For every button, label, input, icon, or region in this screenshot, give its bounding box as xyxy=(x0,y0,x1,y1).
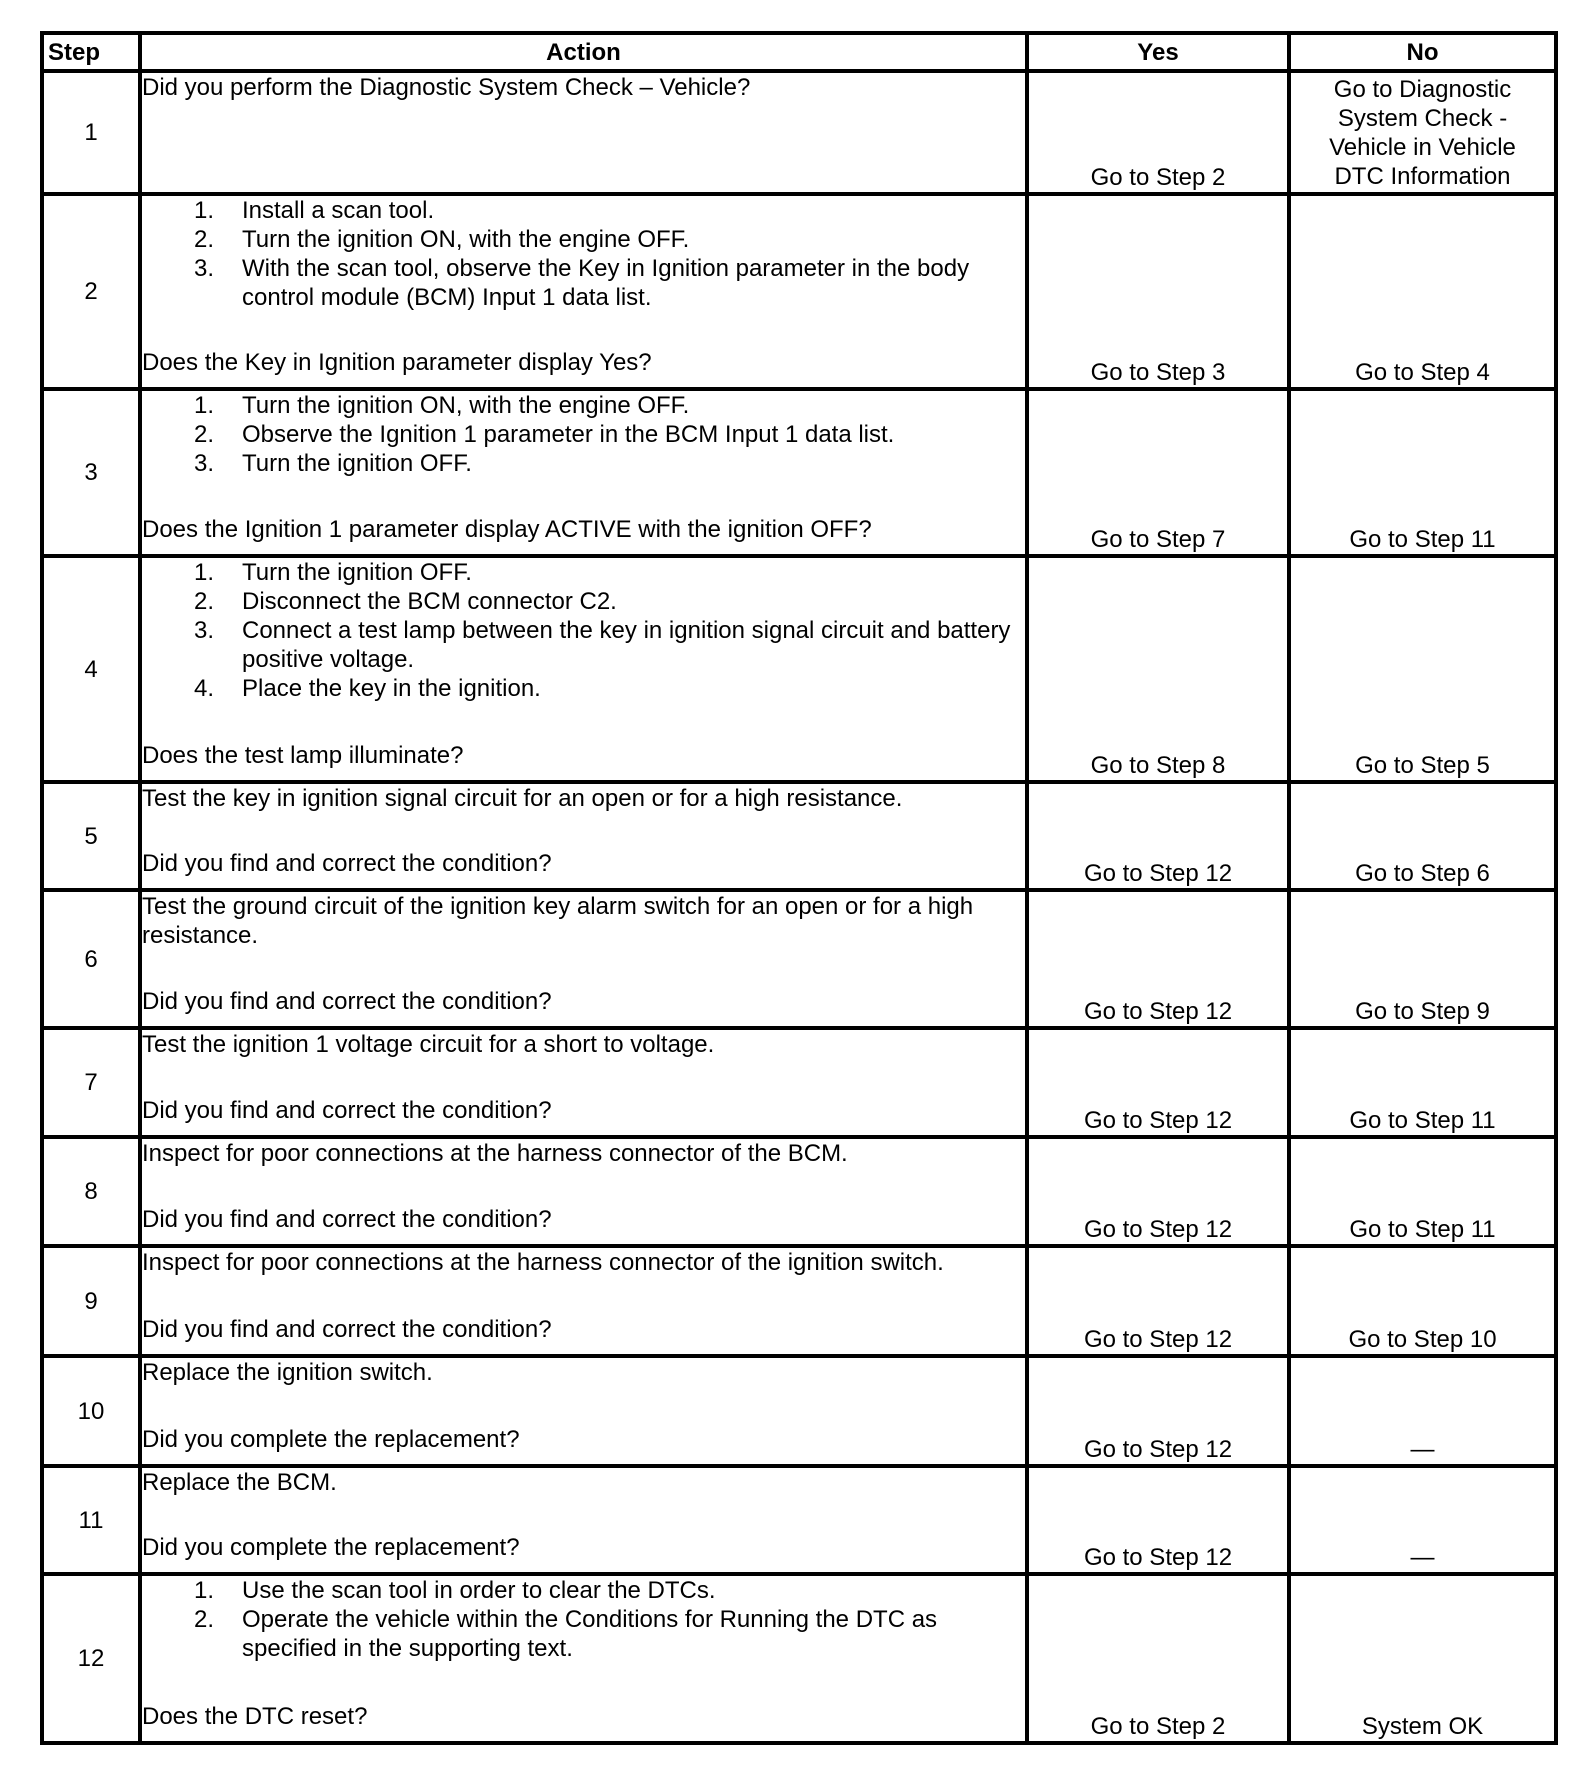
substep-text: Observe the Ignition 1 parameter in the BCM Input 1 data list. xyxy=(242,421,895,448)
action-text: Test the key in ignition signal circuit for an open or for a high resistance. xyxy=(142,785,903,812)
action-cell xyxy=(140,389,1027,556)
table-row xyxy=(42,1028,1556,1137)
step-number: 1 xyxy=(42,71,140,194)
action-cell xyxy=(140,782,1027,890)
substep-number: 1. xyxy=(194,1577,215,1604)
action-instructions xyxy=(142,1576,1025,1663)
no-result: Go to Step 9 xyxy=(1289,890,1556,1028)
header-yes: Yes xyxy=(1027,33,1289,71)
action-instructions xyxy=(142,1358,1025,1387)
substep-text: With the scan tool, observe the Key in Ignition parameter in the body control module (BCM) Input 1 data list. xyxy=(242,255,970,311)
action-text: Test the ground circuit of the ignition key alarm switch for an open or for a high resistance. xyxy=(142,893,974,949)
table-body xyxy=(42,71,1556,1743)
yes-result: Go to Step 7 xyxy=(1027,389,1289,556)
no-result: Go to Step 10 xyxy=(1289,1246,1556,1356)
table-row xyxy=(42,782,1556,890)
substep-number: 3. xyxy=(194,617,215,644)
action-instructions xyxy=(142,73,1025,102)
action-question: Did you find and correct the condition? xyxy=(142,988,552,1015)
action-instructions xyxy=(142,391,1025,478)
action-text: Inspect for poor connections at the harness connector of the ignition switch. xyxy=(142,1249,944,1276)
yes-result: Go to Step 12 xyxy=(1027,1028,1289,1137)
no-result: Go to Step 11 xyxy=(1289,389,1556,556)
no-result: System OK xyxy=(1289,1574,1556,1743)
substep-number: 2. xyxy=(194,588,215,615)
substep-text: Turn the ignition OFF. xyxy=(242,450,472,477)
action-question: Did you find and correct the condition? xyxy=(142,1206,552,1233)
substep-item xyxy=(142,391,1025,420)
action-question: Does the Ignition 1 parameter display ACTIVE with the ignition OFF? xyxy=(142,516,872,543)
table-row xyxy=(42,890,1556,1028)
substep-item xyxy=(142,254,1025,312)
yes-result: Go to Step 12 xyxy=(1027,782,1289,890)
action-cell xyxy=(140,556,1027,782)
substep-number: 2. xyxy=(194,1606,215,1633)
yes-result: Go to Step 2 xyxy=(1027,1574,1289,1743)
substep-number: 1. xyxy=(194,392,215,419)
action-instructions xyxy=(142,1468,1025,1497)
action-text: Test the ignition 1 voltage circuit for a short to voltage. xyxy=(142,1031,715,1058)
substep-text: Turn the ignition ON, with the engine OFF. xyxy=(242,392,690,419)
action-text: Did you perform the Diagnostic System Check – Vehicle? xyxy=(142,74,751,101)
substep-item xyxy=(142,616,1025,674)
table-row xyxy=(42,556,1556,782)
step-number: 9 xyxy=(42,1246,140,1356)
step-number: 8 xyxy=(42,1137,140,1246)
substep-item xyxy=(142,587,1025,616)
substep-list xyxy=(142,558,1025,703)
substep-item xyxy=(142,1576,1025,1605)
substep-text: Disconnect the BCM connector C2. xyxy=(242,588,617,615)
step-number: 3 xyxy=(42,389,140,556)
no-result: — xyxy=(1289,1466,1556,1574)
action-cell xyxy=(140,71,1027,194)
table-row xyxy=(42,1574,1556,1743)
action-text: Inspect for poor connections at the harness connector of the BCM. xyxy=(142,1140,848,1167)
yes-result: Go to Step 2 xyxy=(1027,71,1289,194)
action-cell xyxy=(140,1574,1027,1743)
step-number: 2 xyxy=(42,194,140,389)
substep-text: Turn the ignition OFF. xyxy=(242,559,472,586)
yes-result: Go to Step 8 xyxy=(1027,556,1289,782)
substep-item xyxy=(142,449,1025,478)
action-instructions xyxy=(142,1030,1025,1059)
substep-number: 3. xyxy=(194,450,215,477)
substep-item xyxy=(142,196,1025,225)
no-result: Go to Step 11 xyxy=(1289,1028,1556,1137)
step-number: 5 xyxy=(42,782,140,890)
action-instructions xyxy=(142,1139,1025,1168)
table-row xyxy=(42,389,1556,556)
table-row xyxy=(42,71,1556,194)
substep-item xyxy=(142,1605,1025,1663)
yes-result: Go to Step 12 xyxy=(1027,1466,1289,1574)
substep-text: Turn the ignition ON, with the engine OFF. xyxy=(242,226,690,253)
substep-number: 2. xyxy=(194,226,215,253)
no-result: Go to Step 11 xyxy=(1289,1137,1556,1246)
header-step: Step xyxy=(42,33,140,71)
action-text: Replace the BCM. xyxy=(142,1469,337,1496)
header-no: No xyxy=(1289,33,1556,71)
step-number: 6 xyxy=(42,890,140,1028)
table-row xyxy=(42,1246,1556,1356)
substep-text: Install a scan tool. xyxy=(242,197,435,224)
action-question: Did you find and correct the condition? xyxy=(142,1097,552,1124)
no-result: — xyxy=(1289,1356,1556,1466)
substep-item xyxy=(142,558,1025,587)
substep-list xyxy=(142,196,1025,312)
action-instructions xyxy=(142,1248,1025,1277)
substep-number: 3. xyxy=(194,255,215,282)
no-result: Go to Diagnostic System Check - Vehicle in Vehicle DTC Information xyxy=(1289,71,1556,194)
substep-text: Place the key in the ignition. xyxy=(242,675,541,702)
action-instructions xyxy=(142,892,1025,950)
no-result: Go to Step 5 xyxy=(1289,556,1556,782)
step-number: 11 xyxy=(42,1466,140,1574)
substep-text: Use the scan tool in order to clear the DTCs. xyxy=(242,1577,716,1604)
action-cell xyxy=(140,1137,1027,1246)
yes-result: Go to Step 12 xyxy=(1027,1356,1289,1466)
substep-number: 2. xyxy=(194,421,215,448)
table-row xyxy=(42,1356,1556,1466)
action-question: Does the DTC reset? xyxy=(142,1703,368,1730)
header-row xyxy=(42,33,1556,71)
action-cell xyxy=(140,890,1027,1028)
action-question: Did you complete the replacement? xyxy=(142,1426,520,1453)
action-text: Replace the ignition switch. xyxy=(142,1359,433,1386)
action-question: Does the Key in Ignition parameter display Yes? xyxy=(142,349,652,376)
yes-result: Go to Step 12 xyxy=(1027,890,1289,1028)
substep-item xyxy=(142,674,1025,703)
no-result: Go to Step 4 xyxy=(1289,194,1556,389)
action-question: Did you find and correct the condition? xyxy=(142,1316,552,1343)
yes-result: Go to Step 12 xyxy=(1027,1137,1289,1246)
step-number: 4 xyxy=(42,556,140,782)
diagnostic-table xyxy=(40,31,1558,1745)
action-cell xyxy=(140,1246,1027,1356)
table-row xyxy=(42,1466,1556,1574)
no-result: Go to Step 6 xyxy=(1289,782,1556,890)
action-instructions xyxy=(142,784,1025,813)
action-instructions xyxy=(142,558,1025,703)
step-number: 7 xyxy=(42,1028,140,1137)
substep-item xyxy=(142,420,1025,449)
yes-result: Go to Step 12 xyxy=(1027,1246,1289,1356)
action-question: Did you complete the replacement? xyxy=(142,1534,520,1561)
substep-number: 1. xyxy=(194,197,215,224)
step-number: 12 xyxy=(42,1574,140,1743)
table-row xyxy=(42,194,1556,389)
action-question: Does the test lamp illuminate? xyxy=(142,742,464,769)
substep-list xyxy=(142,391,1025,478)
substep-number: 1. xyxy=(194,559,215,586)
action-cell xyxy=(140,1466,1027,1574)
step-number: 10 xyxy=(42,1356,140,1466)
substep-text: Operate the vehicle within the Conditions for Running the DTC as specified in the supporting text. xyxy=(242,1606,938,1662)
substep-item xyxy=(142,225,1025,254)
action-cell xyxy=(140,1356,1027,1466)
action-question: Did you find and correct the condition? xyxy=(142,850,552,877)
action-cell xyxy=(140,194,1027,389)
substep-list xyxy=(142,1576,1025,1663)
substep-number: 4. xyxy=(194,675,215,702)
substep-text: Connect a test lamp between the key in ignition signal circuit and battery positive voltage. xyxy=(242,617,1011,673)
header-action: Action xyxy=(140,33,1027,71)
table-row xyxy=(42,1137,1556,1246)
yes-result: Go to Step 3 xyxy=(1027,194,1289,389)
action-instructions xyxy=(142,196,1025,312)
action-cell xyxy=(140,1028,1027,1137)
